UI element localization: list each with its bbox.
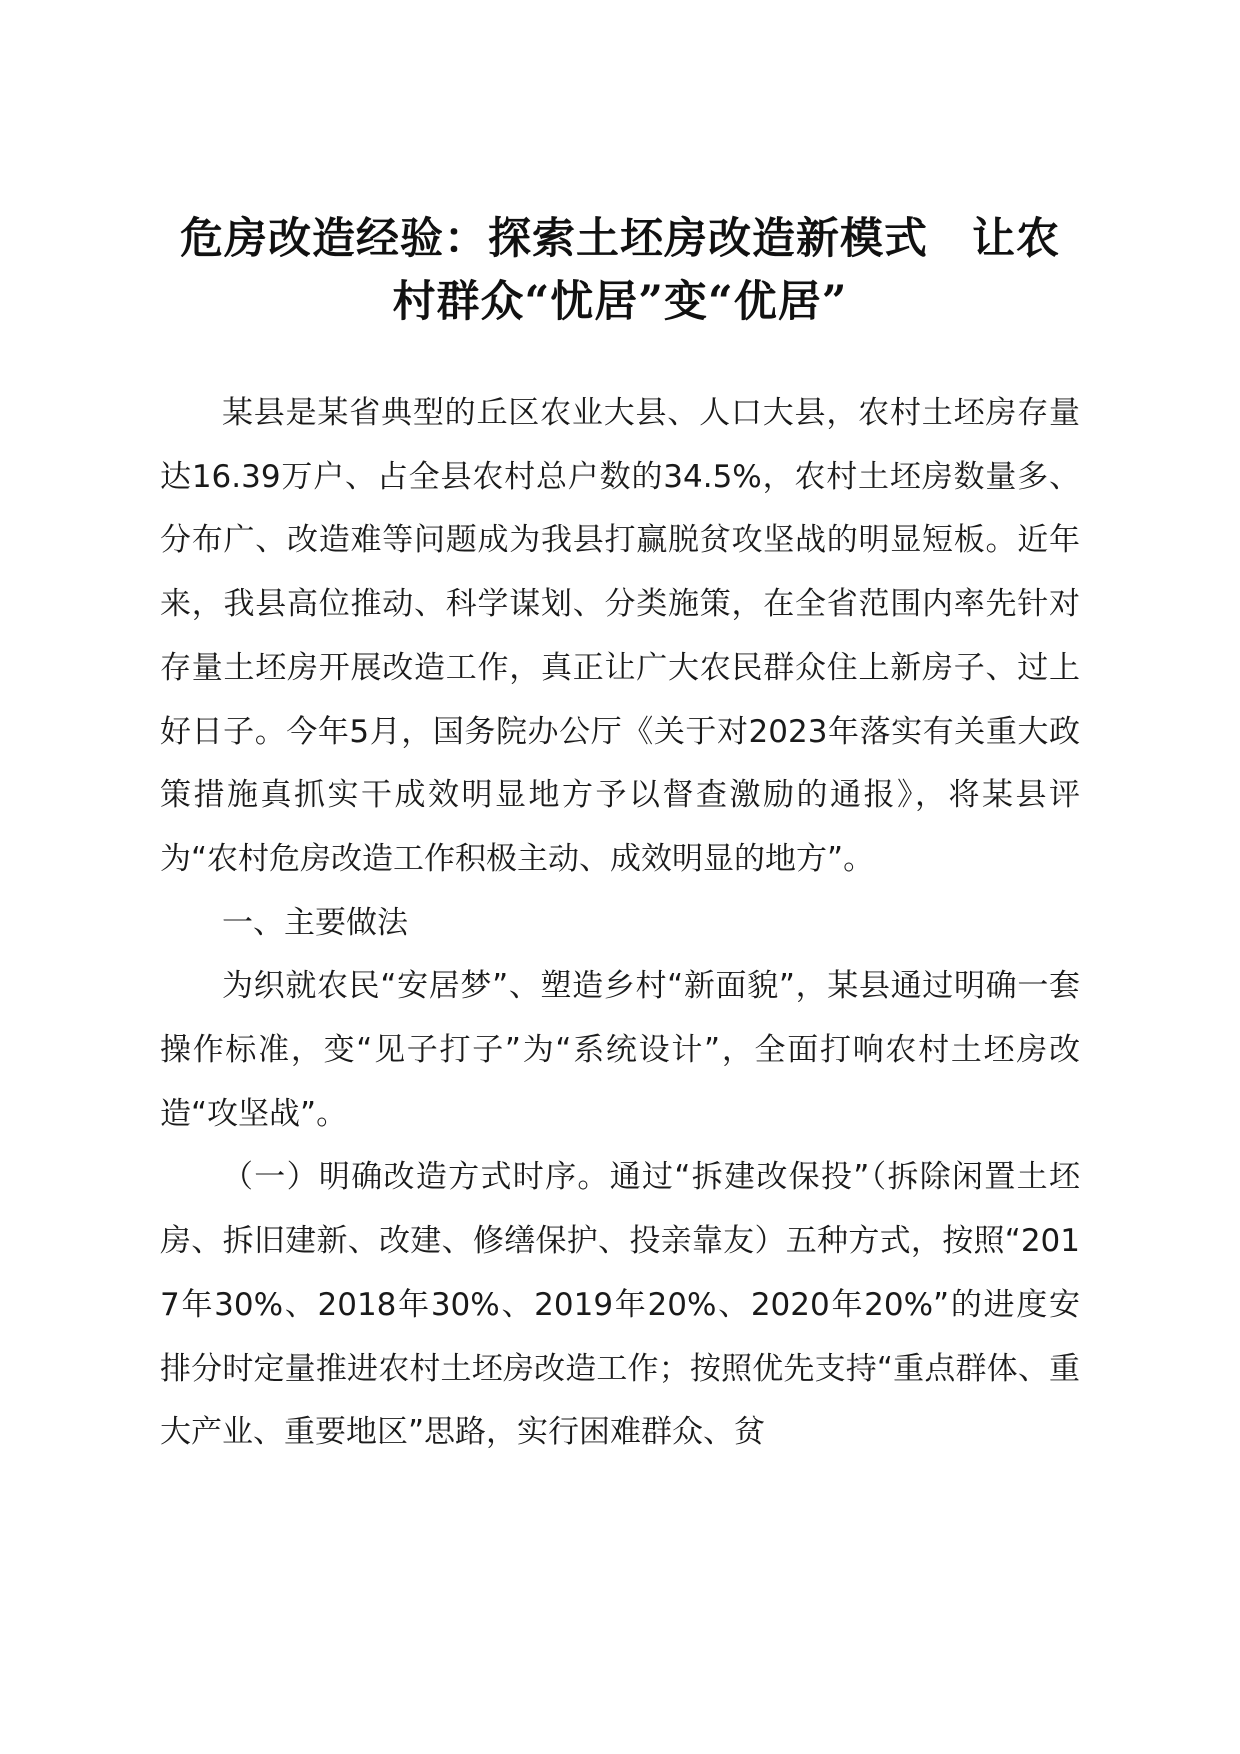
paragraph-subsection-1: （一）明确改造方式时序。通过“拆建改保投”（拆除闲置土坯房、拆旧建新、改建、修缮保护、投亲靠友）五种方式，按照“2017年30%、2018年30%、2019年20%、2020年20%”的进度安排分时定量推进农村土坯房改造工作；按照优先支持“重点群体、重大产业、重要地区”思路，实行困难群众、贫 bbox=[160, 1159, 1080, 1451]
section-heading-main-practices: 一、主要做法 bbox=[222, 904, 408, 941]
title-line-1: 危房改造经验：探索土坯房改造新模式 让农 bbox=[180, 214, 1060, 264]
paragraph-overview: 为织就农民“安居梦”、塑造乡村“新面貌”，某县通过明确一套操作标准，变“见子打子”为“系统设计”，全面打响农村土坯房改造“攻坚战”。 bbox=[160, 968, 1080, 1132]
document-title bbox=[150, 208, 1090, 334]
title-line-2: 村群众“忧居”变“优居” bbox=[392, 277, 848, 327]
document-body bbox=[160, 382, 1080, 1465]
paragraph-intro: 某县是某省典型的丘区农业大县、人口大县，农村土坯房存量达16.39万户、占全县农村总户数的34.5%，农村土坯房数量多、分布广、改造难等问题成为我县打赢脱贫攻坚战的明显短板。近年来，我县高位推动、科学谋划、分类施策，在全省范围内率先针对存量土坯房开展改造工作，真正让广大农民群众住上新房子、过上好日子。今年5月，国务院办公厅《关于对2023年落实有关重大政策措施真抓实干成效明显地方予以督查激励的通报》，将某县评为“农村危房改造工作积极主动、成效明显的地方”。 bbox=[160, 395, 1080, 877]
